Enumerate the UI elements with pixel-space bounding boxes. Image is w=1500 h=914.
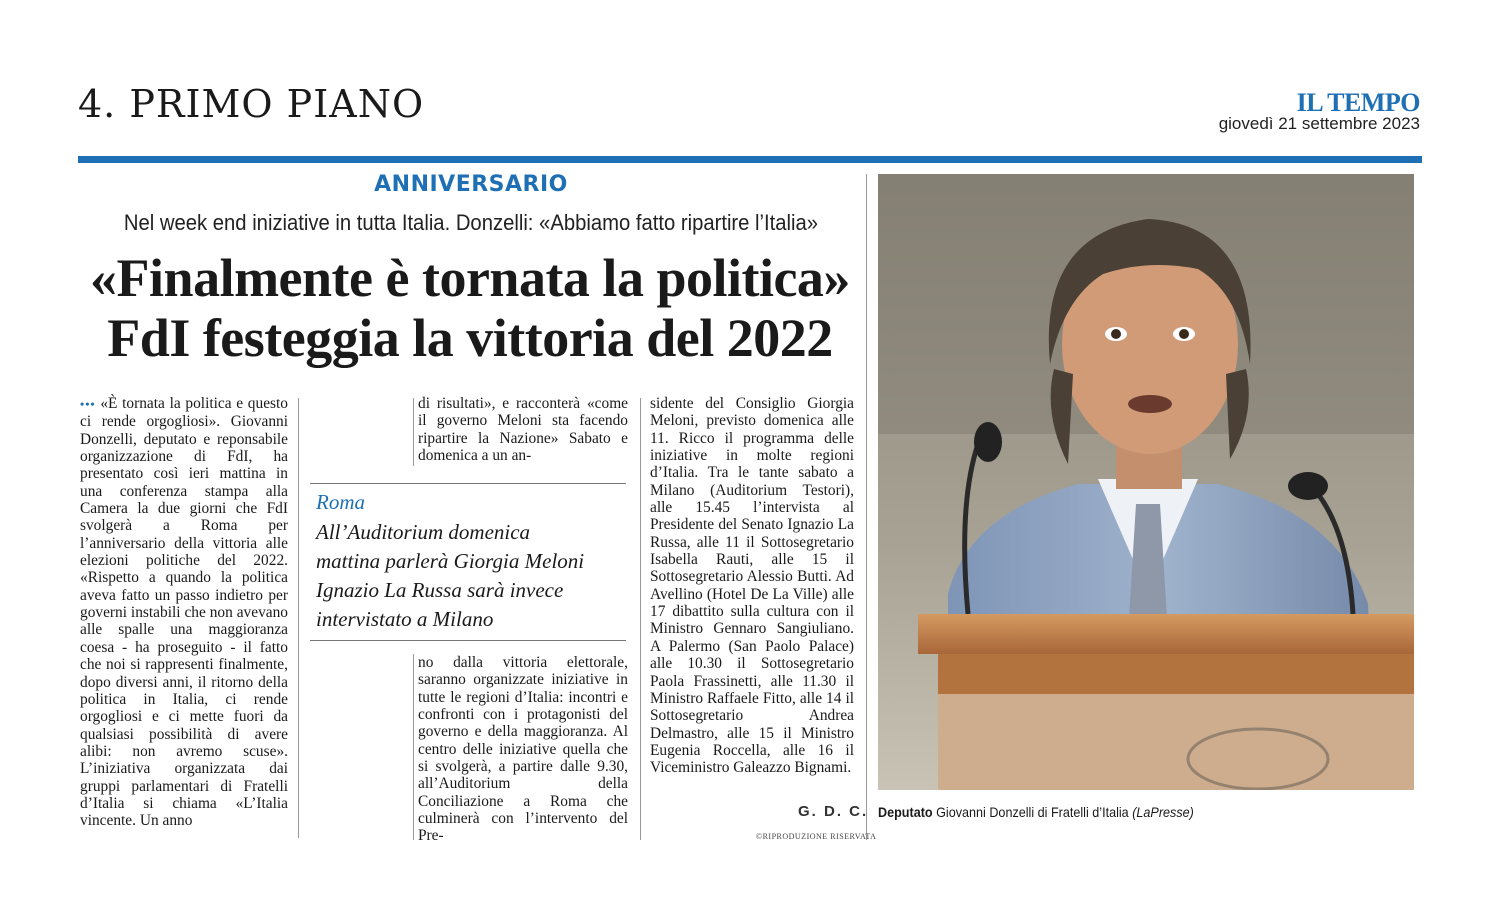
caption-text: Giovanni Donzelli di Fratelli d’Italia — [936, 804, 1129, 820]
column-divider — [640, 398, 641, 840]
article-subheadline: Nel week end iniziative in tutta Italia. Donzelli: «Abbiamo fatto ripartire l’Italia» — [123, 210, 819, 235]
pullquote-top-rule — [310, 483, 626, 484]
photo-caption — [878, 804, 1194, 820]
article-headline — [64, 248, 876, 368]
caption-label: Deputato — [878, 804, 933, 820]
pullquote-bottom-rule — [310, 640, 626, 641]
speaker-photo-illustration — [878, 174, 1414, 790]
column-divider — [413, 398, 414, 466]
article-column-1 — [80, 395, 288, 830]
article-photo — [878, 174, 1414, 790]
headline-line-2: FdI festeggia la vittoria del 2022 — [107, 308, 833, 368]
column-divider — [298, 398, 299, 838]
issue-date: giovedì 21 settembre 2023 — [1218, 114, 1420, 133]
pullquote-line: All’Auditorium domenica — [316, 520, 531, 544]
caption-credit: (LaPresse) — [1132, 804, 1194, 820]
newspaper-logo: IL TEMPO — [1296, 88, 1420, 117]
pullquote-line: intervistato a Milano — [316, 607, 494, 631]
article-column-2-top: di risultati», e racconterà «come il governo Meloni sta facendo ripartire la Nazione» Sabato e domenica a un an- — [418, 395, 628, 465]
section-title: 4. PRIMO PIANO — [78, 82, 425, 126]
column-1-text: «È tornata la politica e questo ci rende orgogliosi». Giovanni Donzelli, deputato e reponsabile organizzazione di FdI, ha presentato così ieri mattina in una conferenza stampa alla Camera la due giorni che FdI svolgerà a Roma per l’anniversario della vittoria alle elezioni politiche del 2022. «Rispetto a quando la politica aveva fatto un passo indietro per governi instabili che non avevano alle spalle una maggioranza coesa - ha proseguito - il fatto che noi si rappresenti finalmente, dopo diversi anni, il ritorno della politica in Italia, ci rende orgogliosi e ci mette fuori da qualsiasi possibilità di avere alibi: non avremo scuse». L’iniziativa organizzata dai gruppi parlamentari di Fratelli d’Italia si chiama «L’Italia vincente. Un anno — [80, 395, 288, 830]
article-column-2-bottom: no dalla vittoria elettorale, saranno organizzate iniziative in tutte le regioni d’Italia: incontri e confronti con i protagonisti del governo e della maggioranza. Al centro delle iniziative quella che si svolgerà, a partire dalle 9.30, all’Auditorium della Conciliazione a Roma che culminerà con l’intervento del Pre- — [418, 654, 628, 845]
copyright-notice: ©RIPRODUZIONE RISERVATA — [756, 832, 877, 841]
headline-line-1: «Finalmente è tornata la politica» — [90, 248, 850, 308]
pullquote-text — [316, 518, 626, 634]
column-divider — [866, 174, 867, 840]
author-signature: G. D. C. — [798, 803, 869, 820]
pullquote-line: Ignazio La Russa sarà invece — [316, 578, 564, 602]
column-divider — [413, 654, 414, 840]
header-rule — [78, 156, 1422, 163]
bullet-marker: ••• — [80, 397, 96, 411]
article-column-3: sidente del Consiglio Giorgia Meloni, previsto domenica alle 11. Ricco il programma delle iniziative in molte regioni d’Italia. Tra le tante sabato a Milano (Auditorium Testori), alle 15.45 l’intervista al Presidente del Senato Ignazio La Russa, alle 11 il Sottosegretario Isabella Rauti, alle 15 il Sottosegretario Alessio Butti. Ad Avellino (Hotel De La Ville) alle 17 dibattito sulla cultura con il Ministro Gennaro Sangiuliano. A Palermo (San Paolo Palace) alle 10.30 il Sottosegretario Paola Frassinetti, alle 11.30 il Ministro Raffaele Fitto, alle 14 il Sottosegretario Andrea Delmastro, alle 15 il Ministro Eugenia Roccella, alle 16 il Viceministro Galeazzo Bignami. — [650, 395, 854, 777]
article-kicker: ANNIVERSARIO — [374, 172, 568, 197]
pullquote-line: mattina parlerà Giorgia Meloni — [316, 549, 585, 573]
pullquote-label: Roma — [316, 490, 365, 514]
